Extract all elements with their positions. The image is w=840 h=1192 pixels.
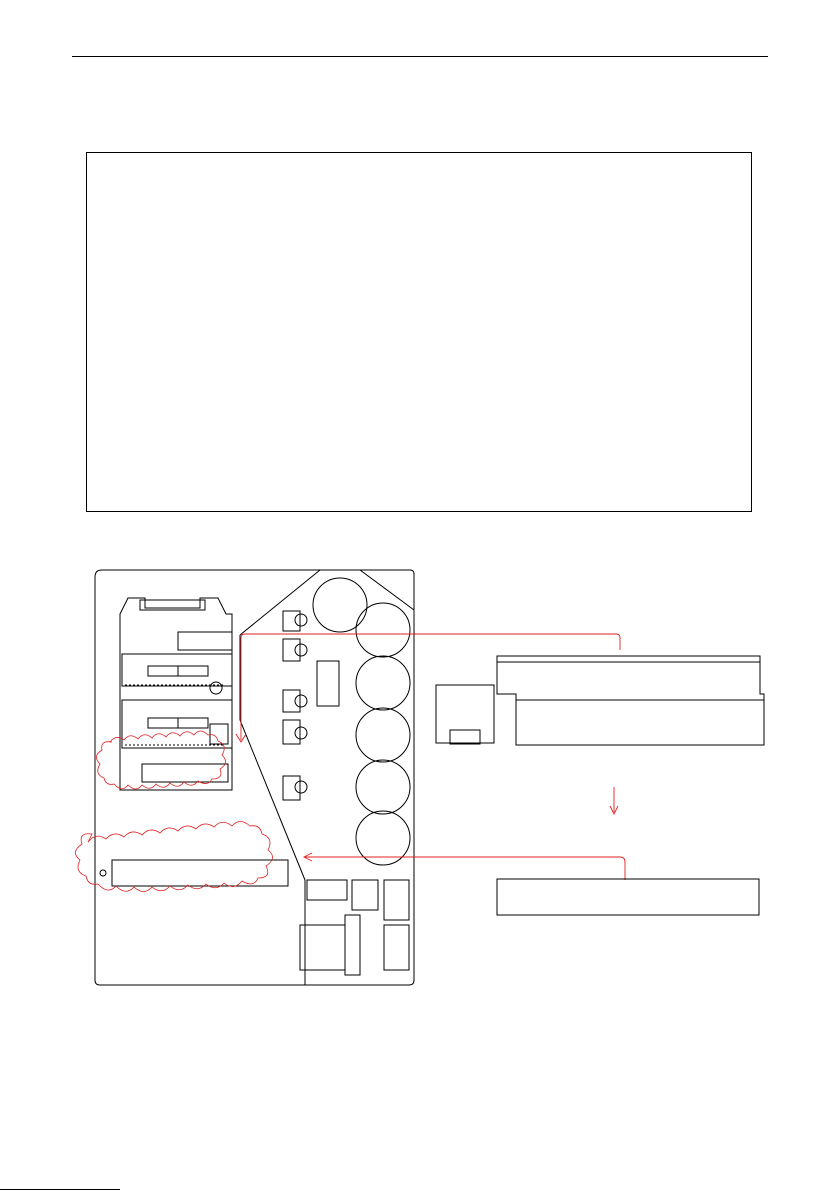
callout-arrows bbox=[236, 634, 625, 880]
rj45-port bbox=[436, 685, 494, 744]
capacitors bbox=[313, 578, 410, 865]
footer-rule bbox=[0, 1189, 120, 1190]
control-terminal-block bbox=[497, 656, 764, 745]
drive-board bbox=[95, 570, 414, 985]
power-terminal-block bbox=[497, 879, 759, 915]
callout-clouds bbox=[75, 731, 272, 892]
